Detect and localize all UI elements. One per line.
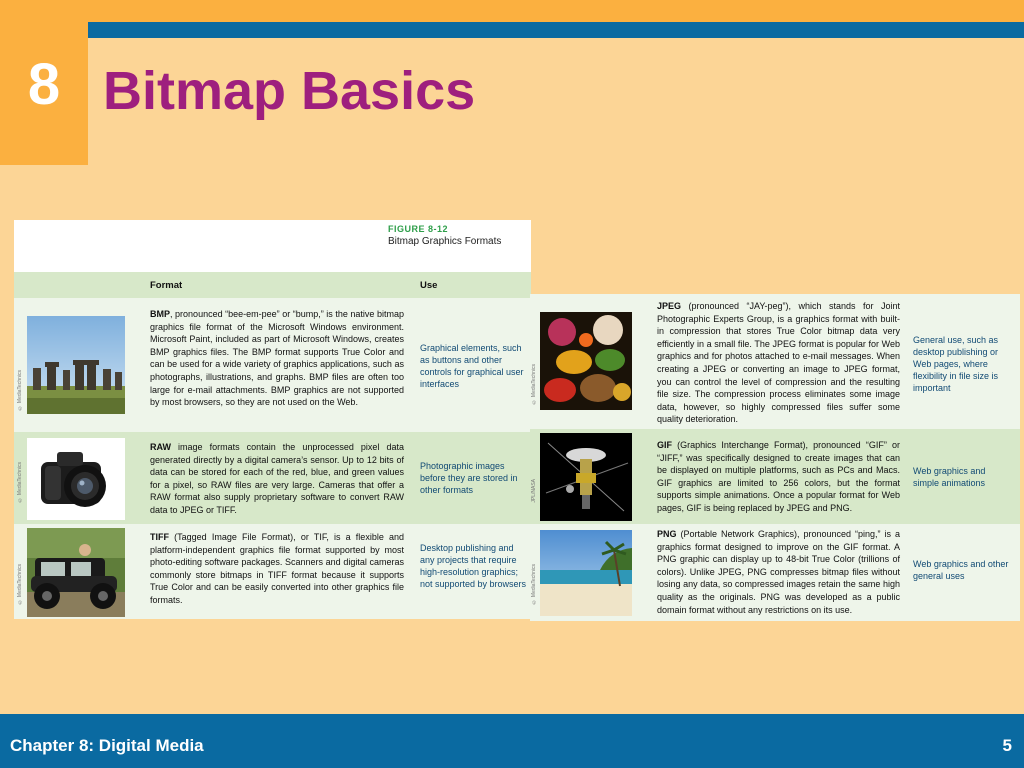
tiff-vintage-car-photo bbox=[27, 528, 125, 617]
use-column-header: Use bbox=[420, 280, 438, 291]
png-photo-credit: © MediaTechnics bbox=[531, 564, 537, 605]
jpeg-description bbox=[657, 300, 900, 426]
bmp-format-name: BMP bbox=[150, 309, 170, 319]
tiff-description bbox=[150, 531, 404, 607]
raw-camera-photo bbox=[27, 438, 125, 520]
format-column-header: Format bbox=[150, 280, 183, 291]
figure-right-panel bbox=[530, 294, 1020, 621]
png-format-name: PNG bbox=[657, 529, 677, 539]
figure-left-panel bbox=[14, 220, 531, 619]
tiff-format-name: TIFF bbox=[150, 532, 169, 542]
tiff-use: Desktop publishing and any projects that require high-resolution graphics; not supported by browsers bbox=[420, 543, 527, 589]
bmp-use: Graphical elements, such as buttons and other controls for graphical user interfaces bbox=[420, 343, 524, 389]
figure-caption: Bitmap Graphics Formats bbox=[388, 236, 502, 247]
chapter-number: 8 bbox=[27, 52, 61, 117]
raw-row bbox=[14, 432, 531, 524]
png-row bbox=[530, 524, 1020, 621]
jpeg-photo-credit: © MediaTechnics bbox=[531, 364, 537, 405]
jpeg-row bbox=[530, 294, 1020, 429]
raw-description-text: image formats contain the unprocessed pixel data generated directly by a digital camera’s sensor. Up to 12 bits of data can be stored for each of the red, blue, and green values for a pixel, so RAW files are very large. Cameras that offer a RAW format also supply proprietary software to convert RAW data to JPEG or TIFF. bbox=[150, 442, 404, 515]
jpeg-food-photo bbox=[540, 312, 632, 410]
jpeg-use: General use, such as desktop publishing or Web pages, where flexibility in file size is important bbox=[913, 335, 999, 393]
gif-photo-credit: JPL/NASA bbox=[531, 479, 537, 503]
page-number: 5 bbox=[1002, 736, 1012, 755]
figure-header bbox=[14, 220, 531, 272]
top-accent-bar bbox=[0, 0, 1024, 22]
gif-row bbox=[530, 429, 1020, 524]
chapter-number-box bbox=[0, 22, 88, 165]
figure-label: FIGURE 8-12 bbox=[388, 224, 449, 234]
bmp-description bbox=[150, 308, 404, 409]
raw-photo-credit: © MediaTechnics bbox=[17, 462, 23, 503]
png-use: Web graphics and other general uses bbox=[913, 559, 1009, 581]
bmp-photo-credit: © MediaTechnics bbox=[17, 370, 23, 411]
bmp-description-text: , pronounced “bee-em-pee” or “bump,” is the native bitmap graphics file format of the Microsoft Windows environment. Microsoft Paint, included as part of Microsoft Windows, creates BMP graphics files. The BMP format supports True Color and can be used for a wide variety of graphics applications, such as photographs, illustrations, and graphs. BMP files are often too large for e-mail attachments. BMP graphics are not supported by most browsers, so they are not used on the Web. bbox=[150, 309, 404, 408]
gif-use: Web graphics and simple animations bbox=[913, 466, 986, 488]
tiff-description-text: (Tagged Image File Format), or TIF, is a flexible and platform-independent graphics file format supported by most photo-editing software packages. Scanners and digital cameras commonly store bitmaps in TIFF format because it supports True Color and can be easily converted into other graphics file formats. bbox=[150, 532, 404, 605]
slide-title: Bitmap Basics bbox=[103, 61, 476, 121]
gif-description-text: (Graphics Interchange Format), pronounced “GIF” or “JIFF,” was specifically designed to create images that can be displayed on multiple platforms, such as PCs and Macs. GIF graphics are limited to 256 colors, but the format supports simple animations. Once a popular format for Web pages, GIF is being replaced by JPEG and PNG. bbox=[657, 440, 900, 513]
footer-chapter-label: Chapter 8: Digital Media bbox=[10, 736, 204, 755]
tiff-photo-credit: © MediaTechnics bbox=[17, 564, 23, 605]
tiff-row bbox=[14, 524, 531, 619]
bmp-stonehenge-photo bbox=[27, 316, 125, 414]
raw-use: Photographic images before they are stored in other formats bbox=[420, 461, 518, 495]
png-description-text: (Portable Network Graphics), pronounced “ping,” is a graphics format designed to improve on the GIF format. A PNG graphic can display up to 48-bit True Color (trillions of colors). Unlike JPEG, PNG compresses bitmap files without losing any data, so compressed images retain the same high quality as the originals. PNG was developed as a public domain format without any restrictions on its use. bbox=[657, 529, 900, 615]
gif-format-name: GIF bbox=[657, 440, 672, 450]
png-description bbox=[657, 528, 900, 616]
raw-description bbox=[150, 441, 404, 517]
raw-format-name: RAW bbox=[150, 442, 171, 452]
header-stripe bbox=[88, 22, 1024, 38]
bmp-row bbox=[14, 298, 531, 432]
table-header-row bbox=[14, 272, 531, 298]
png-beach-photo bbox=[540, 530, 632, 616]
gif-description bbox=[657, 439, 900, 515]
jpeg-format-name: JPEG bbox=[657, 301, 682, 311]
jpeg-description-text: (pronounced “JAY-peg”), which stands for Joint Photographic Experts Group, is a graphics format with built-in compression that stores True Color bitmap data very efficiently in a small file. The JPEG format is popular for Web graphics and for photos attached to e-mail messages. When creating a JPEG or converting an image to JPEG format, you can control the level of compression and the resulting file size. The compression process eliminates some image data, however, so highly compressed files suffer some quality deterioration. bbox=[657, 301, 900, 425]
gif-spacecraft-photo bbox=[540, 433, 632, 521]
slide-footer bbox=[0, 714, 1024, 768]
